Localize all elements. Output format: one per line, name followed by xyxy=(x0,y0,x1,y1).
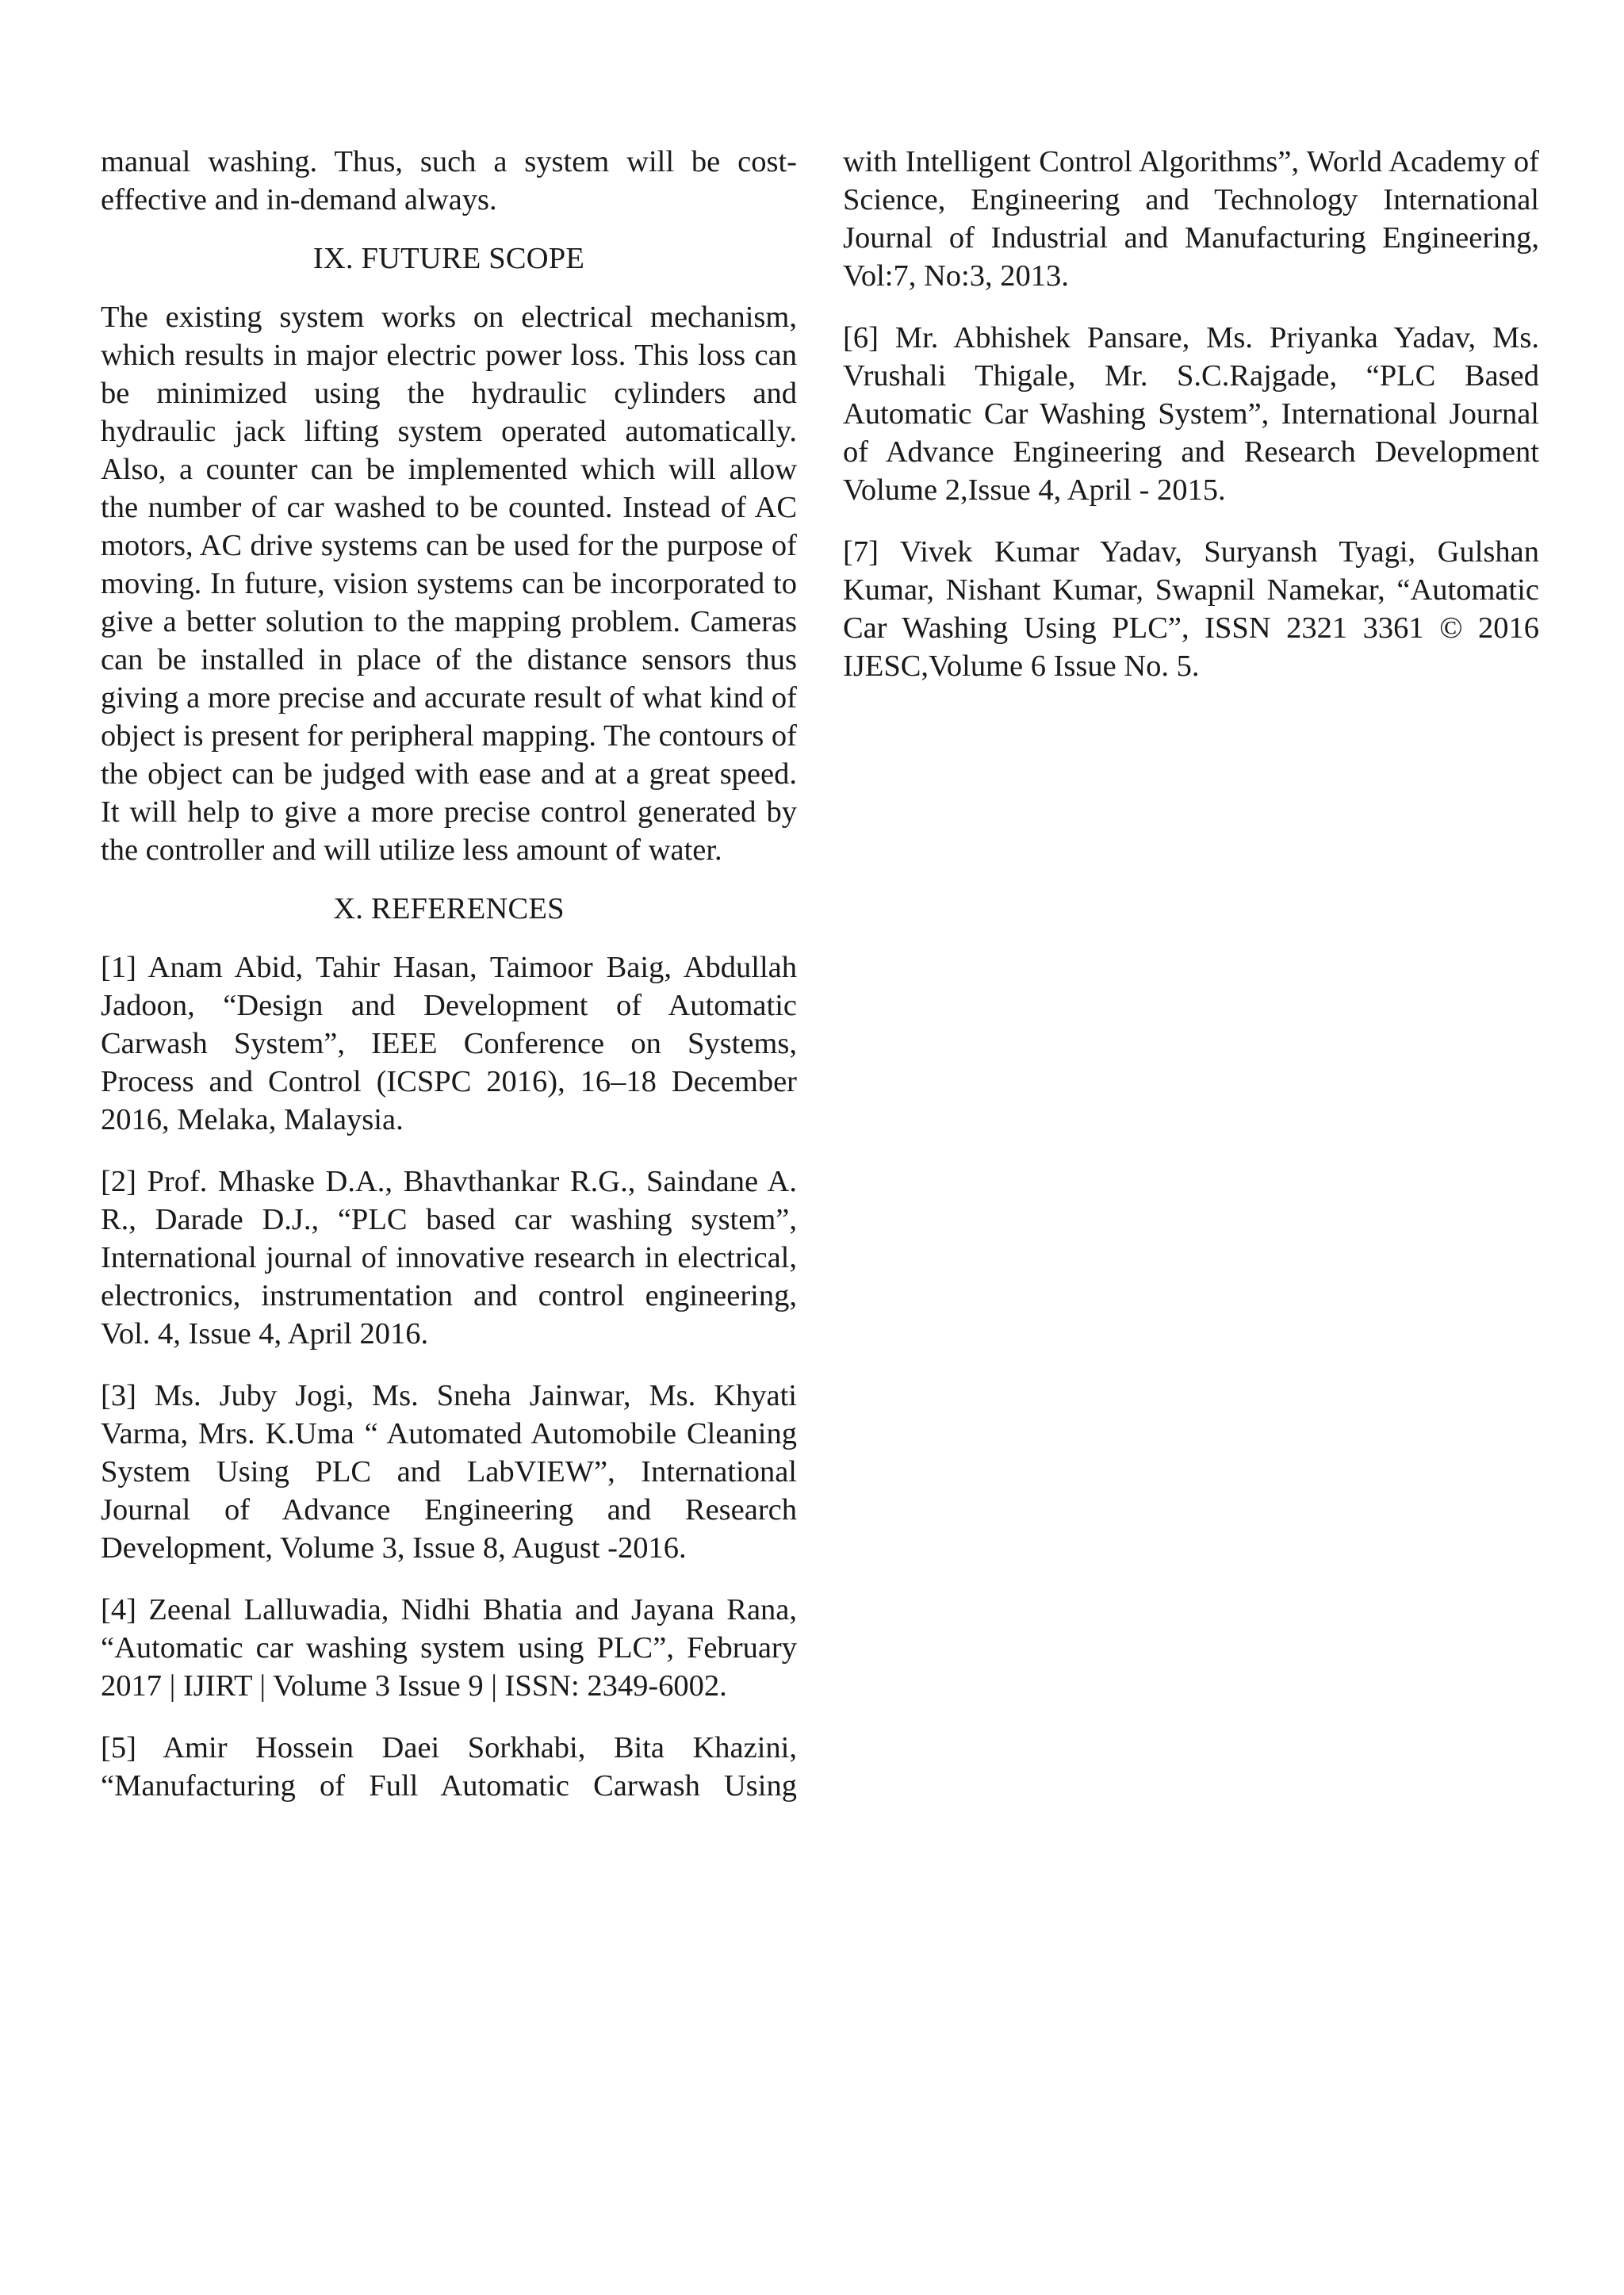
reference-1: [1] Anam Abid, Tahir Hasan, Taimoor Baig, Abdullah Jadoon, “Design and Development of Automatic Carwash System”, IEEE Conference on Systems, Process and Control (ICSPC 2016), 16–18 December 2016, Melaka, Malaysia. xyxy=(101,951,797,1136)
future-scope-paragraph: The existing system works on electrical mechanism, which results in major electric power loss. This loss can be minimized using the hydraulic cylinders and hydraulic jack lifting system operated automatically. Also, a counter can be implemented which will allow the number of car washed to be counted. Instead of AC motors, AC drive systems can be used for the purpose of moving. In future, vision systems can be incorporated to give a better solution to the mapping problem. Cameras can be installed in place of the distance sensors thus giving a more precise and accurate result of what kind of object is present for peripheral mapping. The contours of the object can be judged with ease and at a great speed. It will help to give a more precise control generated by the controller and will utilize less amount of water. xyxy=(101,301,797,867)
reference-6: [6] Mr. Abhishek Pansare, Ms. Priyanka Yadav, Ms. Vrushali Thigale, Mr. S.C.Rajgade, “PLC Based Automatic Car Washing System”, International Journal of Advance Engineering and Research Development Volume 2,Issue 4, April - 2015. xyxy=(843,321,1539,507)
references-heading: X. REFERENCES xyxy=(333,892,565,925)
reference-2: [2] Prof. Mhaske D.A., Bhavthankar R.G., Saindane A. R., Darade D.J., “PLC based car washing system”, International journal of innovative research in electrical, electronics, instrumentation and control engineering, Vol. 4, Issue 4, April 2016. xyxy=(101,1165,797,1351)
reference-5-continued: with Intelligent Control Algorithms”, World Academy of Science, Engineering and Technology International Journal of Industrial and Manufacturing Engineering, Vol:7, No:3, 2013. xyxy=(843,145,1539,293)
reference-5-start: [5] Amir Hossein Daei Sorkhabi, Bita Khazini, “Manufacturing of Full Automatic Carwash Using xyxy=(101,1731,797,1803)
left-column xyxy=(101,143,797,1829)
reference-7: [7] Vivek Kumar Yadav, Suryansh Tyagi, Gulshan Kumar, Nishant Kumar, Swapnil Namekar, “Automatic Car Washing Using PLC”, ISSN 2321 3361 © 2016 IJESC,Volume 6 Issue No. 5. xyxy=(843,535,1539,683)
right-column xyxy=(843,143,1539,709)
reference-3: [3] Ms. Juby Jogi, Ms. Sneha Jainwar, Ms. Khyati Varma, Mrs. K.Uma “ Automated Automobile Cleaning System Using PLC and LabVIEW”, International Journal of Advance Engineering and Research Development, Volume 3, Issue 8, August -2016. xyxy=(101,1379,797,1565)
future-scope-heading: IX. FUTURE SCOPE xyxy=(312,242,585,275)
intro-paragraph: manual washing. Thus, such a system will be cost-effective and in-demand always. xyxy=(101,145,797,216)
reference-4: [4] Zeenal Lalluwadia, Nidhi Bhatia and Jayana Rana, “Automatic car washing system using PLC”, February 2017 | IJIRT | Volume 3 Issue 9 | ISSN: 2349-6002. xyxy=(101,1593,797,1703)
